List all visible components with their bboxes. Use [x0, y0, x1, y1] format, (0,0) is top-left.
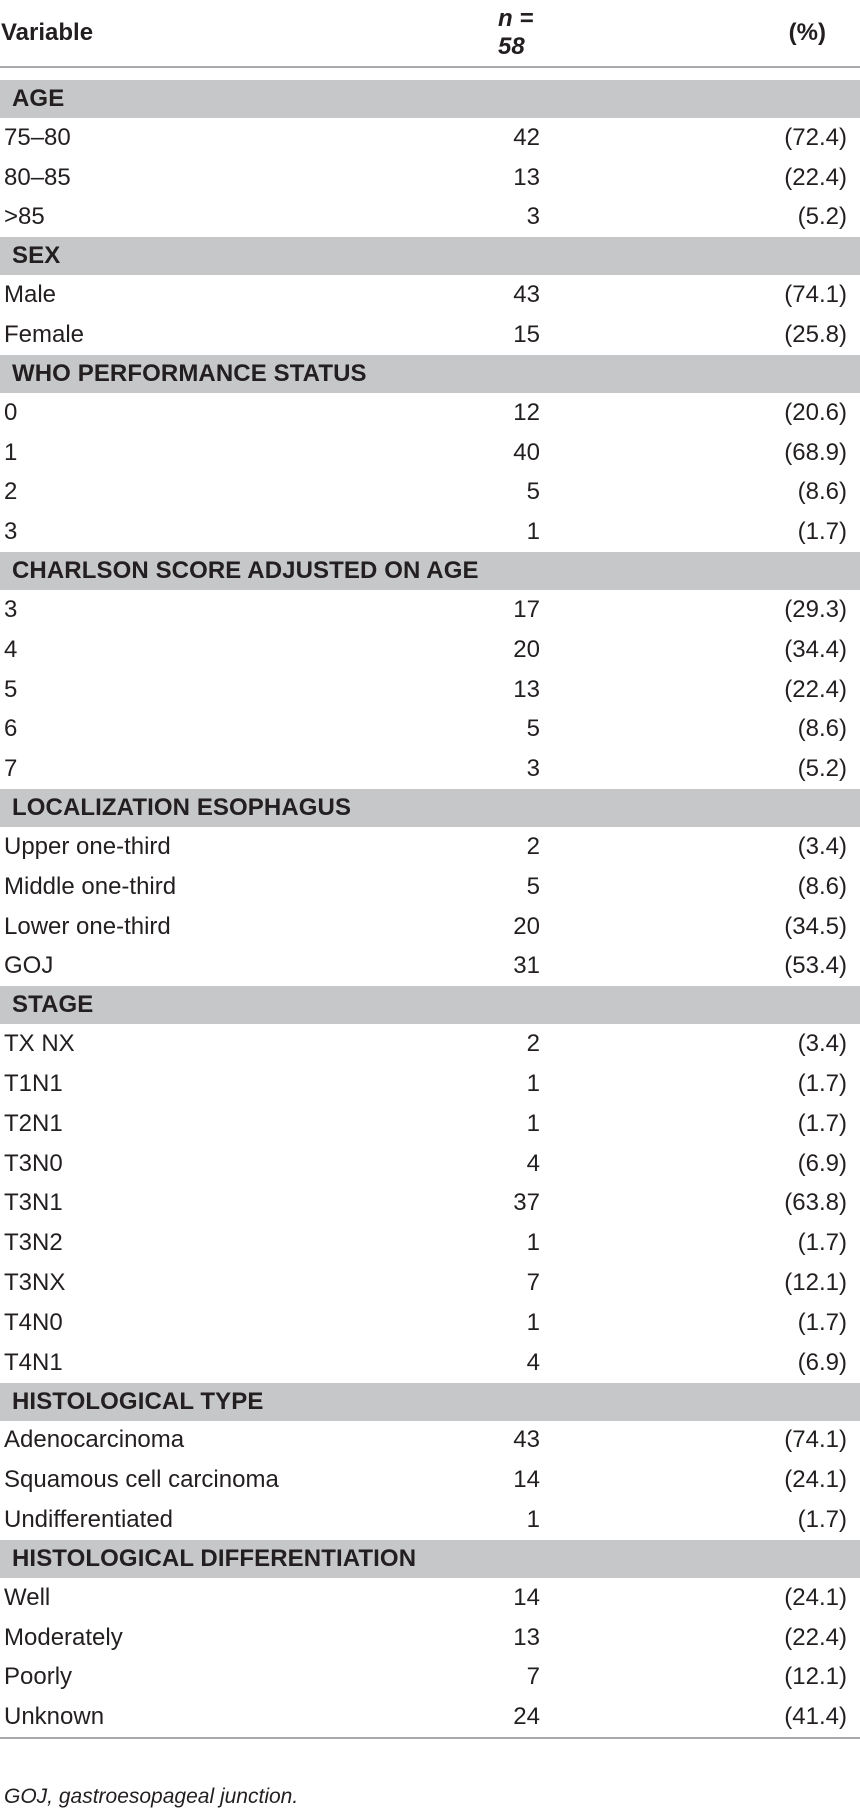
row-count: 3: [526, 755, 540, 783]
table-row: [0, 1104, 860, 1144]
header-n-label: n = 58: [498, 5, 534, 60]
table-row: [0, 827, 860, 867]
row-percent: (12.1): [784, 1269, 847, 1297]
row-percent: (74.1): [784, 1426, 847, 1454]
header-variable: Variable: [1, 19, 94, 46]
table-row: [0, 1578, 860, 1618]
row-label: Upper one-third: [4, 833, 171, 861]
row-count: 1: [526, 1506, 540, 1533]
row-label: 6: [4, 715, 18, 743]
table-row: [0, 1184, 860, 1224]
row-label: T4N0: [4, 1308, 63, 1336]
row-percent: (8.6): [797, 478, 847, 506]
row-percent: (53.4): [784, 952, 847, 980]
row-count: 4: [526, 1348, 540, 1376]
row-label: Female: [4, 321, 85, 349]
row-percent: (63.8): [784, 1189, 847, 1217]
section-title: AGE: [0, 80, 860, 118]
row-label: 5: [4, 675, 18, 703]
row-label: TX NX: [4, 1030, 75, 1058]
table-row: [0, 1500, 860, 1540]
table-row: [0, 749, 860, 789]
row-percent: (34.5): [784, 912, 847, 940]
row-percent: (22.4): [784, 1623, 847, 1651]
section-header-row: [0, 552, 860, 590]
row-label: T3N1: [4, 1189, 63, 1217]
table-row: [0, 1343, 860, 1383]
row-count: 7: [526, 1663, 540, 1691]
row-count: 20: [513, 635, 540, 663]
section-title: SEX: [0, 237, 860, 275]
row-percent: (20.6): [784, 398, 847, 426]
row-label: 2: [4, 478, 18, 506]
row-percent: (24.1): [784, 1466, 847, 1494]
row-percent: (3.4): [797, 833, 847, 861]
section-header-row: [0, 237, 860, 275]
row-label: Squamous cell carcinoma: [4, 1466, 279, 1494]
table-row: [0, 1024, 860, 1064]
header-percent: (%): [788, 19, 826, 46]
row-count: 17: [513, 596, 540, 624]
row-percent: (1.7): [797, 1229, 847, 1257]
row-count: 24: [410, 1697, 540, 1738]
row-label: Well: [4, 1583, 51, 1611]
row-percent: (5.2): [797, 203, 847, 231]
row-count: 5: [526, 715, 540, 743]
row-label: Undifferentiated: [4, 1506, 174, 1533]
row-count: 5: [526, 478, 540, 506]
table-row: [0, 118, 860, 158]
table-row: [0, 1223, 860, 1263]
table-row: [0, 473, 860, 513]
table-body: [0, 67, 860, 1738]
row-percent: (1.7): [797, 518, 847, 546]
row-percent: (8.6): [797, 872, 847, 900]
table-row: [0, 158, 860, 198]
row-label: T3N0: [4, 1149, 63, 1177]
row-percent: (74.1): [784, 281, 847, 309]
row-label: Moderately: [4, 1623, 123, 1651]
row-percent: (6.9): [797, 1149, 847, 1177]
row-label: Poorly: [4, 1663, 73, 1691]
row-percent: (68.9): [784, 438, 847, 466]
section-header-row: [0, 1540, 860, 1578]
row-label: 7: [4, 755, 18, 783]
row-label: T2N1: [4, 1109, 63, 1137]
row-percent: (24.1): [784, 1583, 847, 1611]
row-count: 15: [513, 321, 540, 349]
row-label: Lower one-third: [4, 912, 171, 940]
row-count: 13: [513, 163, 540, 191]
row-count: 14: [513, 1583, 540, 1611]
row-count: 13: [513, 1623, 540, 1651]
row-percent: (5.2): [797, 755, 847, 783]
row-count: 1: [526, 1109, 540, 1137]
row-percent: (1.7): [797, 1109, 847, 1137]
row-count: 43: [513, 281, 540, 309]
row-label: Male: [4, 281, 57, 309]
row-percent: (12.1): [784, 1663, 847, 1691]
row-label: T3N2: [4, 1229, 63, 1257]
table-row: [0, 1144, 860, 1184]
row-count: 5: [526, 872, 540, 900]
table-row: [0, 512, 860, 552]
row-count: 40: [513, 438, 540, 466]
section-title: WHO PERFORMANCE STATUS: [0, 355, 860, 393]
row-percent: (25.8): [784, 321, 847, 349]
row-label: Adenocarcinoma: [4, 1426, 185, 1454]
table-row: [0, 1303, 860, 1343]
row-percent: (34.4): [784, 635, 847, 663]
table-row: [0, 315, 860, 355]
table-header-row: [0, 0, 860, 67]
table-row: [0, 947, 860, 987]
row-label: >85: [4, 203, 45, 231]
row-percent: (1.7): [797, 1070, 847, 1098]
table-row: [0, 1064, 860, 1104]
row-label: 4: [4, 635, 18, 663]
row-label: T1N1: [4, 1070, 63, 1098]
row-label: 1: [4, 438, 18, 466]
table-row: [0, 710, 860, 750]
section-title: HISTOLOGICAL TYPE: [0, 1383, 860, 1421]
row-percent: (3.4): [797, 1030, 847, 1058]
row-count: 13: [513, 675, 540, 703]
row-label: Middle one-third: [4, 872, 177, 900]
table-row: [0, 433, 860, 473]
row-percent: (1.7): [797, 1506, 847, 1533]
row-percent: (8.6): [797, 715, 847, 743]
row-percent: (72.4): [784, 123, 847, 151]
row-label: 0: [4, 398, 18, 426]
row-percent: (41.4): [540, 1697, 860, 1738]
header-n: [410, 0, 540, 67]
row-count: 3: [526, 203, 540, 231]
row-label: 3: [4, 518, 18, 546]
table-row: [0, 630, 860, 670]
table-row: [0, 1697, 860, 1738]
row-count: 1: [526, 518, 540, 546]
row-label: 75–80: [4, 123, 71, 151]
section-header-row: [0, 986, 860, 1024]
table-row: [0, 1421, 860, 1461]
row-label: Unknown: [0, 1697, 410, 1738]
row-percent: (1.7): [797, 1308, 847, 1336]
row-count: 7: [526, 1269, 540, 1297]
section-header-row: [0, 80, 860, 118]
table-row: [0, 590, 860, 630]
table-row: [0, 867, 860, 907]
row-label: 80–85: [4, 163, 71, 191]
row-percent: (29.3): [784, 596, 847, 624]
row-percent: (6.9): [797, 1348, 847, 1376]
row-count: 37: [513, 1189, 540, 1217]
table-row: [0, 393, 860, 433]
row-count: 12: [513, 398, 540, 426]
table-row: [0, 907, 860, 947]
row-label: T3NX: [4, 1269, 66, 1297]
section-title: CHARLSON SCORE ADJUSTED ON AGE: [0, 552, 860, 590]
section-header-row: [0, 355, 860, 393]
section-title: LOCALIZATION ESOPHAGUS: [0, 789, 860, 827]
table-row: [0, 198, 860, 238]
table-row: [0, 1263, 860, 1303]
section-header-row: [0, 789, 860, 827]
row-count: 14: [513, 1466, 540, 1494]
row-percent: (22.4): [784, 675, 847, 703]
row-count: 43: [513, 1426, 540, 1454]
row-label: 3: [4, 596, 18, 624]
section-title: HISTOLOGICAL DIFFERENTIATION: [0, 1540, 860, 1578]
header-spacer: [0, 67, 860, 80]
table-row: [0, 275, 860, 315]
table-row: [0, 1658, 860, 1698]
row-count: 1: [526, 1308, 540, 1336]
table-row: [0, 1460, 860, 1500]
row-count: 2: [526, 1030, 540, 1058]
row-count: 1: [526, 1070, 540, 1098]
section-title: STAGE: [0, 986, 860, 1024]
table-row: [0, 1618, 860, 1658]
table-footnote: GOJ, gastroesopageal junction.: [4, 1785, 299, 1808]
row-count: 4: [526, 1149, 540, 1177]
row-count: 42: [513, 123, 540, 151]
row-label: GOJ: [4, 952, 54, 980]
row-label: T4N1: [4, 1348, 63, 1376]
row-count: 31: [513, 952, 540, 980]
row-count: 1: [526, 1229, 540, 1257]
table-row: [0, 670, 860, 710]
row-percent: (22.4): [784, 163, 847, 191]
section-header-row: [0, 1383, 860, 1421]
row-count: 2: [526, 833, 540, 861]
row-count: 20: [513, 912, 540, 940]
